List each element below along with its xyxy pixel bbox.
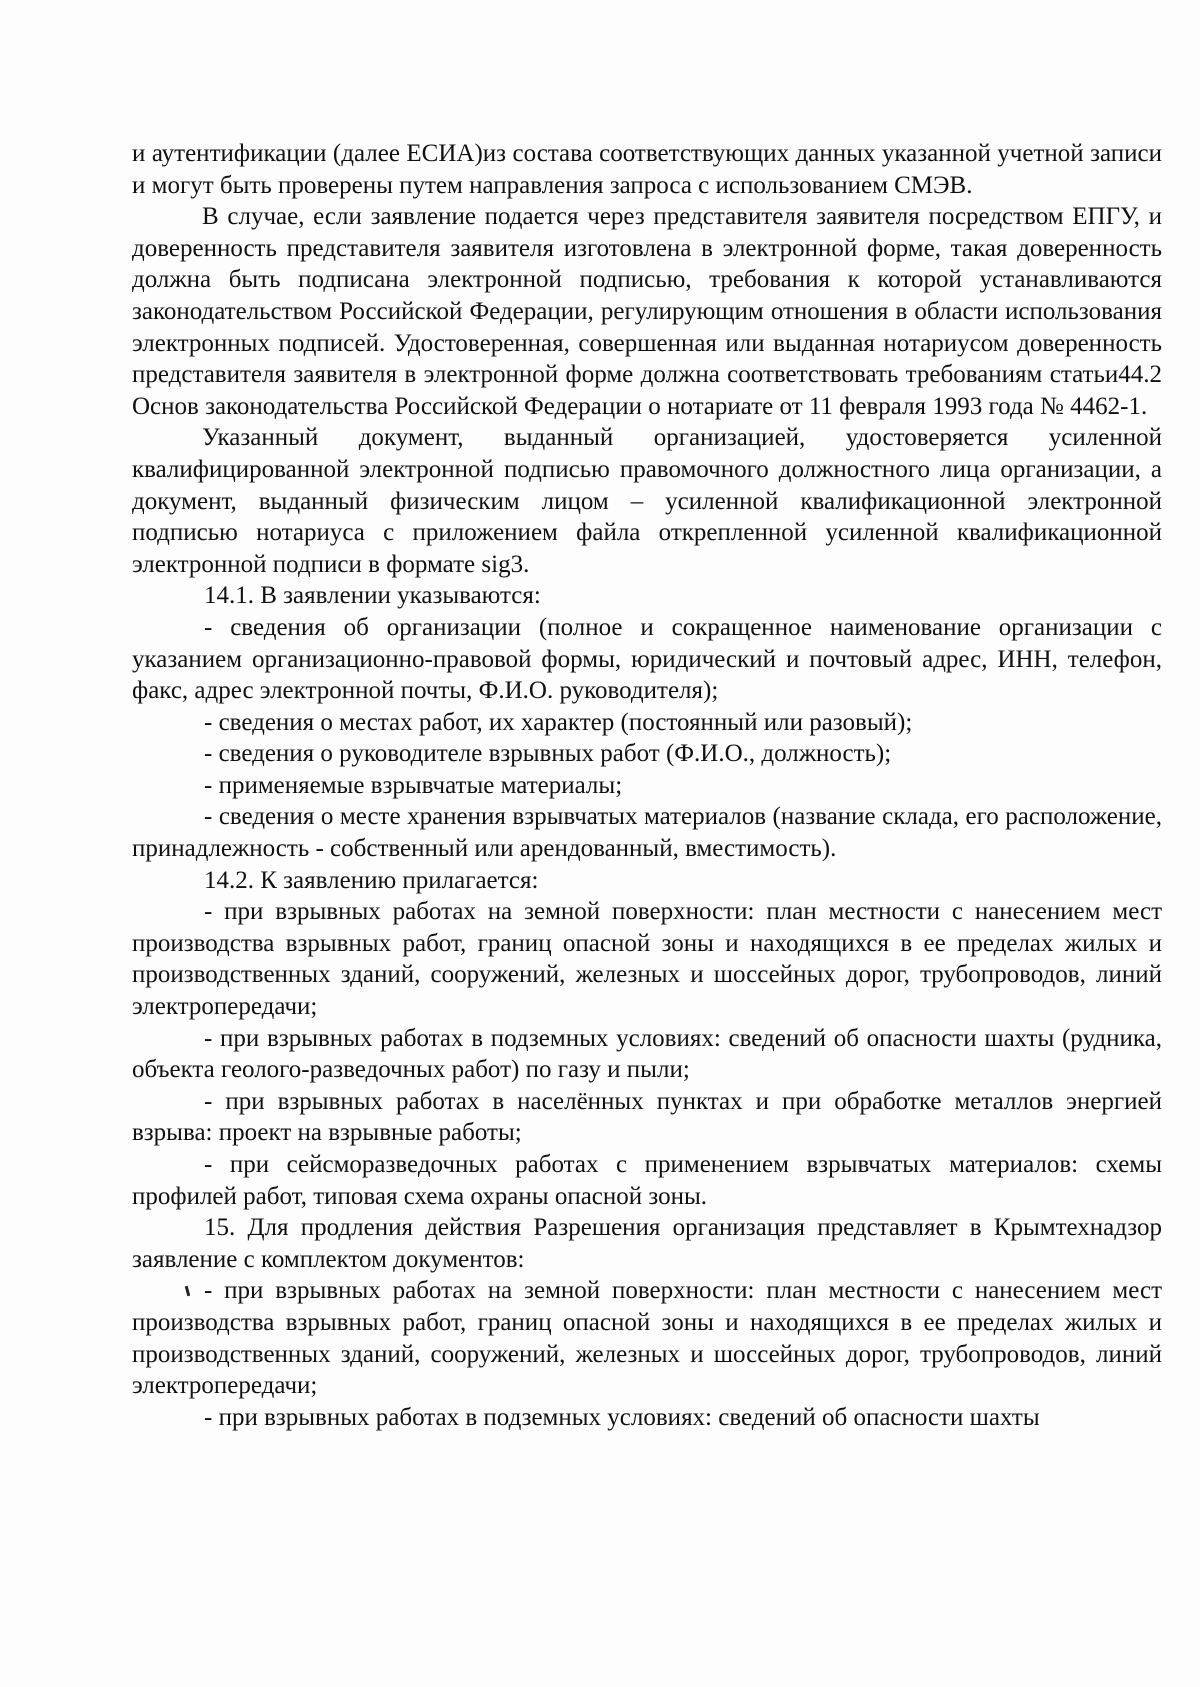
list-item-extension-surface-works: - при взрывных работах на земной поверхности: план местности с нанесением мест производства взрывных работ, границ опасной зоны и находящихся в ее пределах жилых и производственных зданий, сооружений, железных и шоссейных дорог, трубопроводов, линий электропередачи;	[132, 1277, 1162, 1400]
list-item-work-manager: - сведения о руководителе взрывных работ (Ф.И.О., должность);	[204, 740, 892, 768]
list-item-explosive-materials: - применяемые взрывчатые материалы;	[204, 771, 623, 799]
paragraph-power-of-attorney: В случае, если заявление подается через представителя заявителя посредством ЕПГУ, и доверенность представителя заявителя изготовлена в электронной форме, такая доверенность должна быть подписана электронной подписью, требования к которой устанавливаются законодательством Российской Федерации, регулирующим отношения в области использования электронных подписей. Удостоверенная, совершенная или выданная нотариусом доверенность представителя заявителя в электронной форме должна соответствовать требованиям статьи44.2 Основ законодательства Российской Федерации о нотариате от 11 февраля 1993 года № 4462-1.	[132, 203, 1162, 420]
list-item-work-places: - сведения о местах работ, их характер (постоянный или разовый);	[204, 708, 913, 736]
list-item-underground-works: - при взрывных работах в подземных условиях: сведений об опасности шахты (рудника, объекта геолого-разведочных работ) по газу и пыли;	[132, 1024, 1162, 1084]
section-15-heading: 15. Для продления действия Разрешения организация представляет в Крымтехнадзор заявление с комплектом документов:	[132, 1214, 1162, 1273]
list-item-surface-works: - при взрывных работах на земной поверхности: план местности с нанесением мест производства взрывных работ, границ опасной зоны и находящихся в ее пределах жилых и производственных зданий, сооружений, железных и шоссейных дорог, трубопроводов, линий электропередачи;	[132, 898, 1162, 1021]
section-14-1-heading: 14.1. В заявлении указываются:	[204, 582, 541, 610]
list-item-settlement-works: - при взрывных работах в населённых пунктах и при обработке металлов энергией взрыва: проект на взрывные работы;	[132, 1087, 1162, 1147]
paragraph-esia-continuation: и аутентификации (далее ЕСИА)из состава соответствующих данных указанной учетной записи и могут быть проверены путем направления запроса с использованием СМЭВ.	[132, 140, 1162, 199]
document-body	[132, 138, 1162, 1433]
list-item-seismic-works: - при сейсморазведочных работах с применением взрывчатых материалов: схемы профилей работ, типовая схема охраны опасной зоны.	[132, 1151, 1162, 1210]
list-item-storage-place: - сведения о месте хранения взрывчатых материалов (название склада, его расположение, принадлежность - собственный или арендованный, вместимость).	[132, 803, 1162, 863]
list-item-extension-underground-works: - при взрывных работах в подземных условиях: сведений об опасности шахты	[204, 1403, 1040, 1431]
list-item-organization-info: - сведения об организации (полное и сокращенное наименование организации с указанием организационно-правовой формы, юридический и почтовый адрес, ИНН, телефон, факс, адрес электронной почты, Ф.И.О. руководителя);	[132, 613, 1162, 705]
section-14-2-heading: 14.2. К заявлению прилагается:	[204, 866, 539, 894]
paragraph-document-signature: Указанный документ, выданный организацией, удостоверяется усиленной квалифицированной электронной подписью правомочного должностного лица организации, а документ, выданный физическим лицом – усиленной квалификационной электронной подписью нотариуса с приложением файла открепленной усиленной квалификационной электронной подписи в формате sig3.	[132, 424, 1162, 578]
